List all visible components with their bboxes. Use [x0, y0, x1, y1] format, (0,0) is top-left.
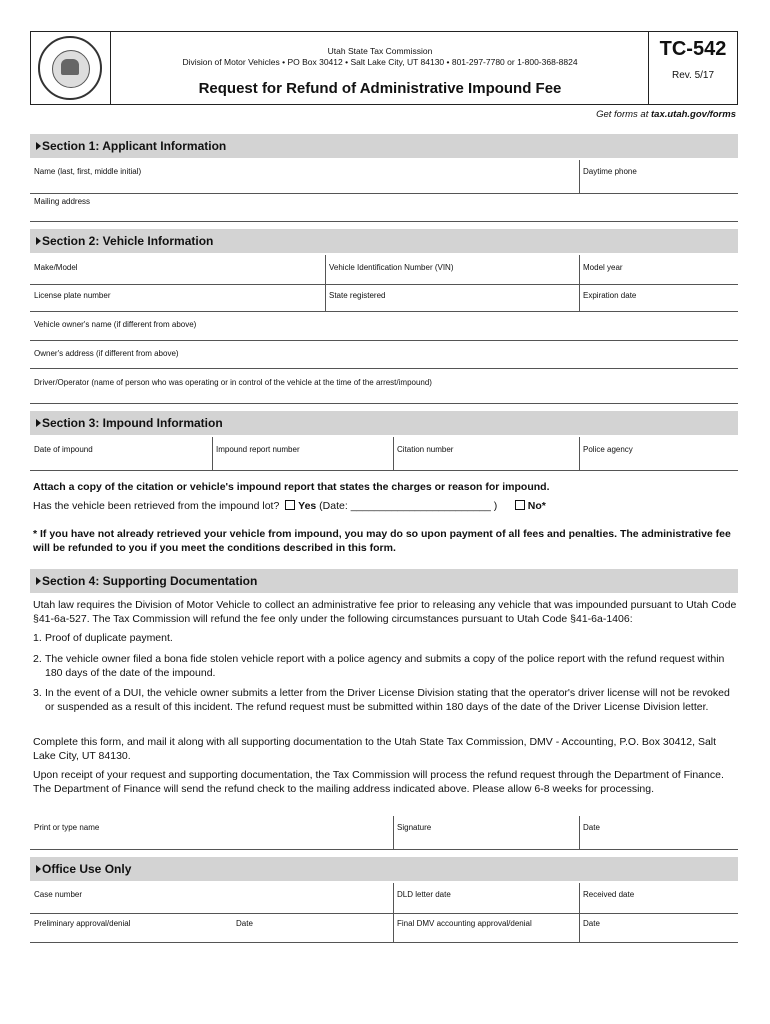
attach-note: Attach a copy of the citation or vehicle's impound report that states the charges or reason for impound.	[33, 481, 550, 493]
state-seal-icon	[38, 36, 102, 100]
make-model-label: Make/Model	[34, 263, 78, 272]
triangle-right-icon	[36, 865, 41, 873]
processing-note: Upon receipt of your request and supporting documentation, the Tax Commission will process the refund request through the Department of Finance. The Department of Finance will send the refund check to the mailing address indicated above. Please allow 6-8 weeks for processing.	[33, 769, 724, 795]
license-plate-label: License plate number	[34, 291, 111, 300]
no-label: No*	[527, 500, 546, 512]
driver-operator-field[interactable]	[30, 403, 738, 404]
office-use-heading: Office Use Only	[30, 857, 738, 881]
header-divider-left	[110, 31, 111, 105]
form-revision: Rev. 5/17	[671, 70, 715, 81]
triangle-right-icon	[36, 237, 41, 245]
police-agency-label: Police agency	[583, 445, 633, 454]
list-item: 1. Proof of duplicate payment.	[33, 632, 173, 644]
owner-name-label: Vehicle owner's name (if different from above)	[34, 320, 197, 329]
approval-field[interactable]	[30, 942, 738, 943]
impound-date-label: Date of impound	[34, 445, 93, 454]
print-name-label: Print or type name	[34, 823, 100, 832]
section-4-heading: Section 4: Supporting Documentation	[30, 569, 738, 593]
triangle-right-icon	[36, 142, 41, 150]
impound-report-label: Impound report number	[216, 445, 300, 454]
section-3-heading: Section 3: Impound Information	[30, 411, 738, 435]
name-label: Name (last, first, middle initial)	[34, 167, 142, 176]
license-plate-field[interactable]	[30, 311, 738, 312]
yes-date-field[interactable]: (Date: ________________________ )	[316, 500, 498, 512]
final-approval-label: Final DMV accounting approval/denial	[397, 919, 532, 928]
state-registered-label: State registered	[329, 291, 386, 300]
signature-field[interactable]	[30, 849, 738, 850]
citation-number-label: Citation number	[397, 445, 454, 454]
section-2-heading: Section 2: Vehicle Information	[30, 229, 738, 253]
section-1-heading: Section 1: Applicant Information	[30, 134, 738, 158]
no-checkbox[interactable]	[515, 500, 525, 510]
get-forms-note: Get forms at tax.utah.gov/forms	[596, 109, 736, 120]
agency-address: Division of Motor Vehicles • PO Box 30412 • Salt Lake City, UT 84130 • 801-297-7780 or 1-800-368-8824	[182, 57, 578, 67]
impound-fields-line[interactable]	[30, 470, 738, 471]
impound-footnote: * If you have not already retrieved your vehicle from impound, you may do so upon payment of all fees and penalties. The administrative fee will be refunded to you if you meet the conditions described in this form.	[33, 528, 731, 554]
dld-letter-date-label: DLD letter date	[397, 890, 451, 899]
agency-name: Utah State Tax Commission	[327, 46, 433, 56]
mailing-address-label: Mailing address	[34, 197, 91, 206]
expiration-date-label: Expiration date	[583, 291, 637, 300]
list-item: 2. The vehicle owner filed a bona fide stolen vehicle report with a police agency and submits a copy of the police report with the refund request within 180 days of the date of the impound.	[33, 653, 725, 679]
section-4-intro: Utah law requires the Division of Motor Vehicle to collect an administrative fee prior to releasing any vehicle that was impounded pursuant to Utah Code §41-6a-527. The Tax Commission will refund the fee only under the following circumstances pursuant to Utah Code §41-6a-1406:	[33, 599, 737, 625]
form-title: Request for Refund of Administrative Impound Fee	[198, 80, 562, 97]
retrieved-question-row	[33, 499, 738, 513]
make-model-field[interactable]	[30, 284, 738, 285]
get-forms-link[interactable]: tax.utah.gov/forms	[651, 109, 736, 120]
name-field[interactable]	[30, 193, 738, 194]
preliminary-date-label: Date	[236, 919, 253, 928]
case-number-field[interactable]	[30, 913, 738, 914]
yes-label: Yes	[298, 500, 317, 512]
mailing-address-field[interactable]	[30, 221, 738, 222]
triangle-right-icon	[36, 577, 41, 585]
owner-address-label: Owner's address (if different from above)	[34, 349, 179, 358]
owner-address-field[interactable]	[30, 368, 738, 369]
received-date-label: Received date	[583, 890, 635, 899]
form-id: TC-542	[659, 38, 727, 60]
signature-date-label: Date	[583, 823, 600, 832]
vin-label: Vehicle Identification Number (VIN)	[329, 263, 454, 272]
case-number-label: Case number	[34, 890, 83, 899]
final-date-label: Date	[583, 919, 600, 928]
owner-name-field[interactable]	[30, 340, 738, 341]
signature-label: Signature	[397, 823, 432, 832]
yes-checkbox[interactable]	[285, 500, 295, 510]
retrieved-question: Has the vehicle been retrieved from the impound lot?	[33, 500, 280, 512]
mailing-instructions: Complete this form, and mail it along with all supporting documentation to the Utah State Tax Commission, DMV - Accounting, P.O. Box 30412, Salt Lake City, UT 84130.	[33, 736, 717, 762]
daytime-phone-label: Daytime phone	[583, 167, 637, 176]
driver-operator-label: Driver/Operator (name of person who was operating or in control of the vehicle at the time of the arrest/impound)	[34, 378, 432, 387]
model-year-label: Model year	[583, 263, 623, 272]
preliminary-approval-label: Preliminary approval/denial	[34, 919, 131, 928]
list-item: 3. In the event of a DUI, the vehicle owner submits a letter from the Driver License Division stating that the operator's driver license will not be revoked or suspended as a result of this incident. The refund request must be submitted within 180 days of the date of the Driver License Division letter.	[33, 687, 730, 713]
triangle-right-icon	[36, 419, 41, 427]
